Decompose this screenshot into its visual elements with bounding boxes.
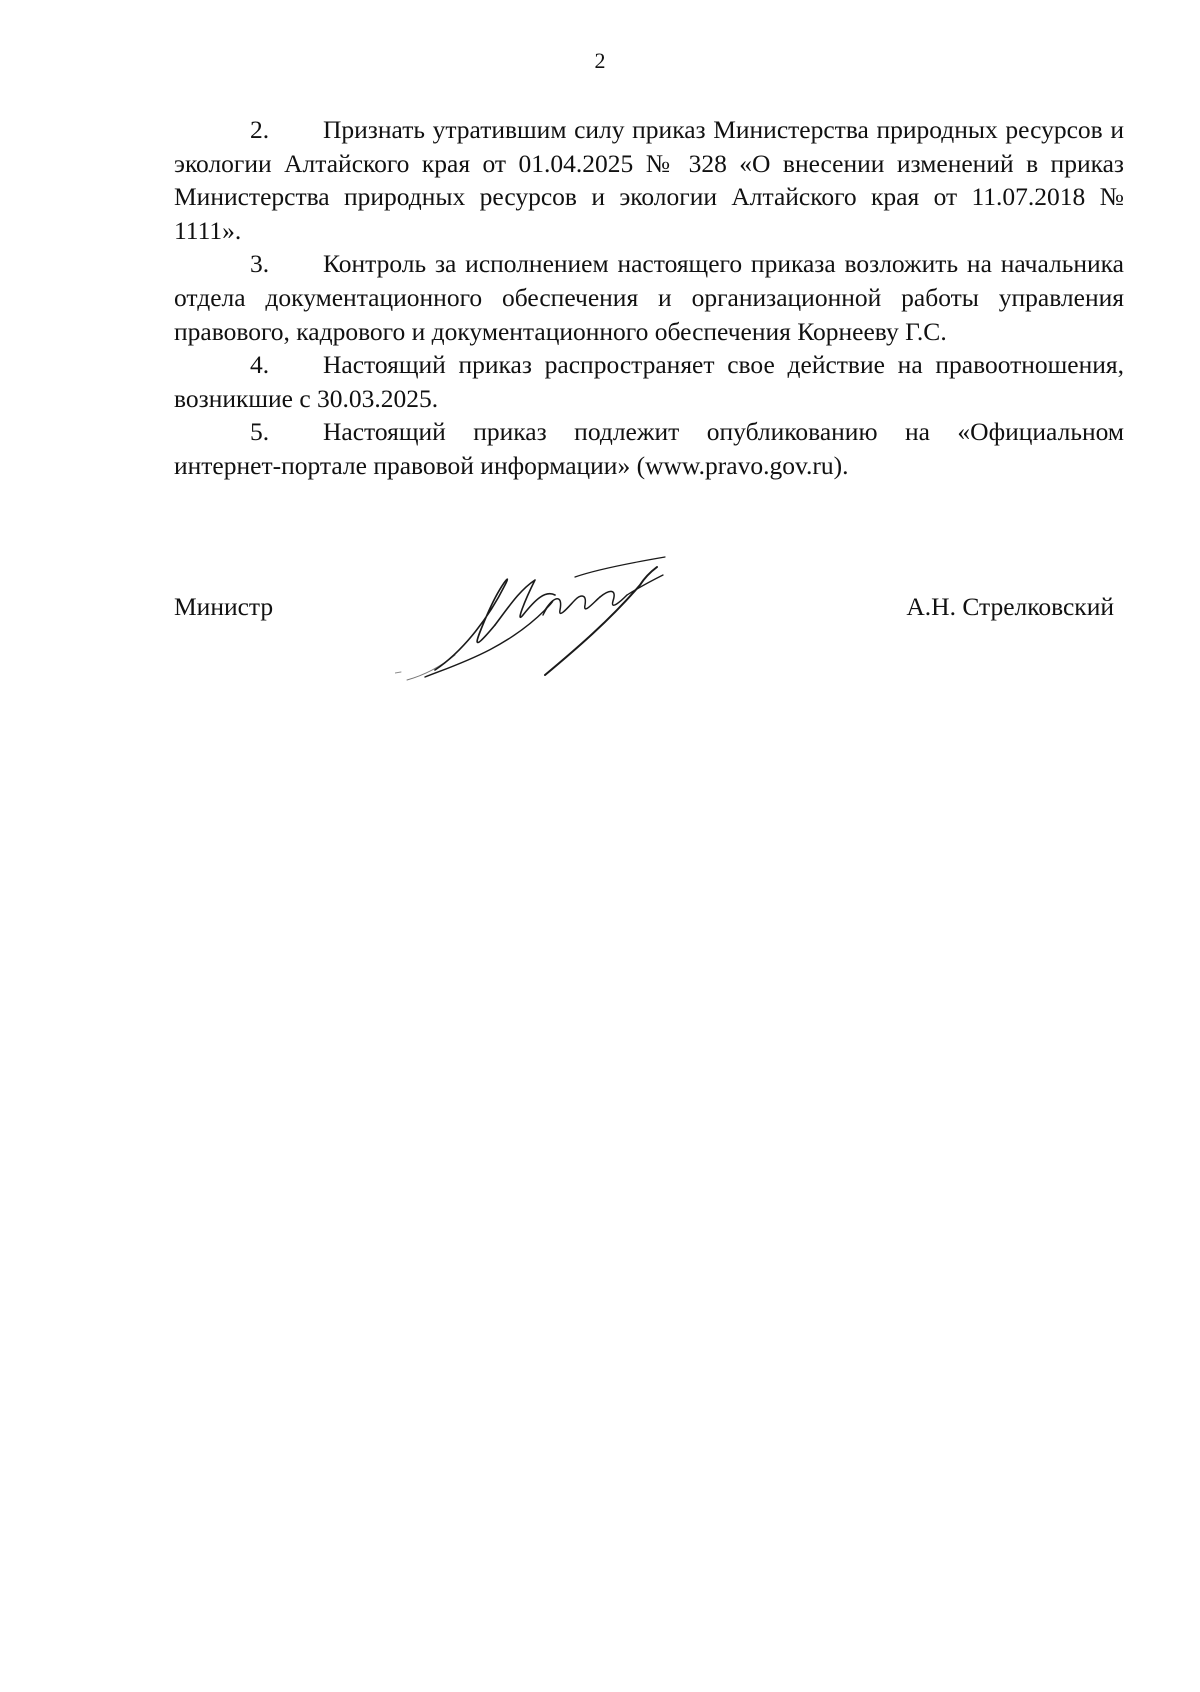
- paragraph-text: Настоящий приказ подлежит опубликованию на «Официальном интернет-портале правовой информации» (www.pravo.gov.ru).: [174, 417, 1124, 480]
- paragraph-number: 5.: [250, 417, 270, 447]
- paragraph-number: 2.: [250, 115, 270, 144]
- page-number: 2: [594, 48, 606, 73]
- signatory-name: А.Н. Стрелковский: [906, 592, 1114, 621]
- paragraph-5: [174, 415, 1124, 482]
- paragraph-3: [174, 247, 1124, 348]
- paragraph-4: [174, 348, 1124, 415]
- paragraph-text: Признать утратившим силу приказ Министерства природных ресурсов и экологии Алтайского края от 01.04.2025 № 328 «О внесении изменений в приказ Министерства природных ресурсов и экологии Алтайского края от 11.07.2018 № 1111».: [174, 115, 1124, 245]
- paragraph-number: 3.: [250, 249, 270, 279]
- paragraph-text: Контроль за исполнением настоящего приказа возложить на начальника отдела документационного обеспечения и организационной работы управления правового, кадрового и документационного обеспечения Корнееву Г.С.: [174, 249, 1124, 346]
- document-body: [174, 113, 1124, 483]
- paragraph-text: Настоящий приказ распространяет свое действие на правоотношения, возникшие с 30.03.2025.: [174, 350, 1124, 413]
- handwritten-signature: [395, 555, 735, 695]
- paragraph-number: 4.: [250, 350, 270, 380]
- paragraph-2: [174, 113, 1124, 247]
- signatory-position: Министр: [174, 592, 274, 621]
